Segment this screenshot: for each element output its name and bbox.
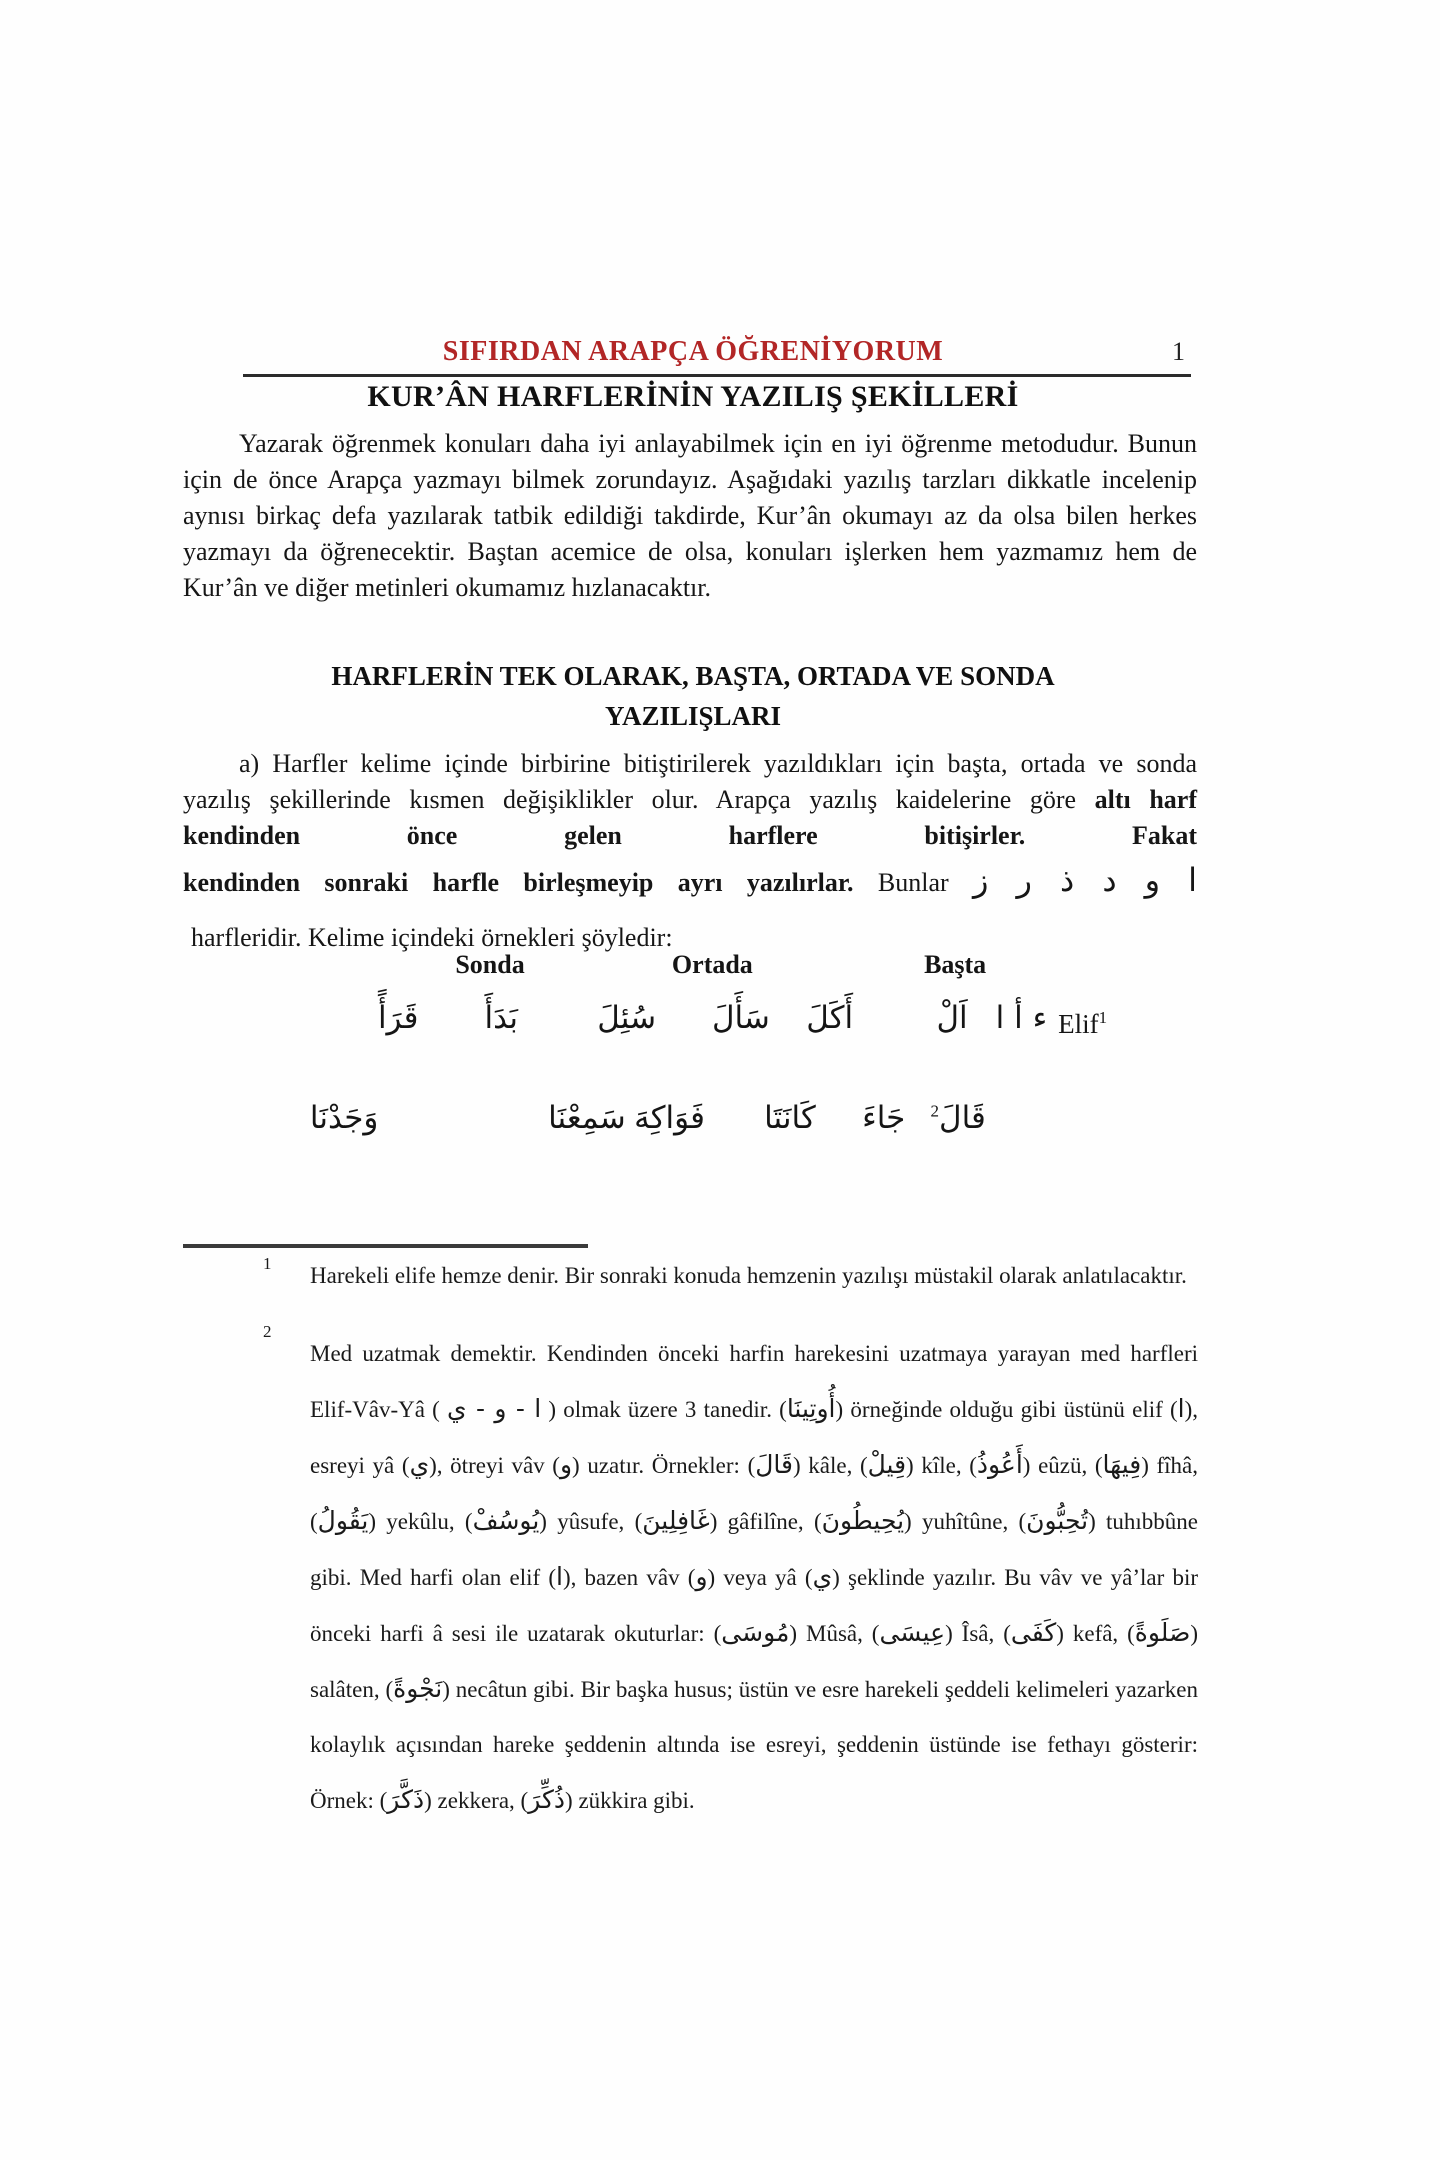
text-segment: ) Îsâ, (	[945, 1621, 1011, 1646]
arabic-text: ا و د ذ ر ز	[973, 861, 1198, 899]
text-segment: ) şeklinde yazılır. Bu vâv ve yâ’lar bir önceki harfi â sesi ile uzatarak okuturlar: (	[310, 1565, 1199, 1646]
arabic-example-word	[634, 1100, 705, 1136]
arabic-example-word	[597, 1000, 656, 1036]
arabic-text: غَافِلِينَ	[642, 1506, 710, 1535]
page-number: 1	[1172, 337, 1185, 366]
header-rule	[243, 374, 1191, 377]
section-heading	[183, 656, 1203, 736]
arabic-text: تُحِبُّونَ	[1026, 1506, 1089, 1535]
text-segment: ), ötreyi vâv (	[429, 1453, 560, 1478]
text-segment: ) uzatır. Örnekler: (	[572, 1453, 756, 1478]
footnote-2	[183, 1322, 1199, 1828]
arabic-text: ي	[812, 1562, 833, 1591]
footnote-2-marker: 2	[263, 1322, 272, 1341]
arabic-text: كَفَى	[1010, 1618, 1057, 1647]
column-header-basta: Başta	[924, 950, 987, 979]
word-text: وَجَدْنَا	[309, 1100, 379, 1136]
section-heading-line2: YAZILIŞLARI	[604, 701, 782, 731]
running-header	[183, 336, 1203, 372]
text-segment: ) salâten, (	[310, 1621, 1198, 1702]
arabic-text: عِيسَى	[879, 1618, 946, 1647]
text-segment: ), bazen vâv (	[562, 1565, 696, 1590]
running-header-title: SIFIRDAN ARAPÇA ÖĞRENİYORUM	[442, 336, 944, 367]
arabic-example-word	[310, 1100, 378, 1136]
arabic-text: ي	[409, 1450, 430, 1479]
page-content	[183, 0, 1203, 2160]
word-text: قَرَأً	[377, 1000, 419, 1036]
arabic-text: ذُكِّرَ	[528, 1785, 566, 1814]
arabic-text: و	[695, 1562, 708, 1591]
word-text: فَوَاكِهَ	[634, 1100, 705, 1136]
text-segment: ) Mûsâ, (	[789, 1621, 880, 1646]
word-text: جَاءَ	[862, 1100, 906, 1136]
arabic-example-word	[712, 1000, 770, 1036]
word-text: سَمِعْنَا	[548, 1100, 626, 1136]
text-segment: ) kîle, (	[906, 1453, 977, 1478]
column-header-sonda: Sonda	[455, 950, 525, 979]
text-segment: ) tuhıbbûne gibi. Med harfi olan elif (	[310, 1509, 1199, 1590]
arabic-example-word	[378, 1000, 419, 1036]
document-title: KUR’ÂN HARFLERİNİN YAZILIŞ ŞEKİLLERİ	[367, 380, 1019, 413]
arabic-text: أَعُوذُ	[976, 1450, 1023, 1479]
word-text: سَأَلَ	[711, 1000, 770, 1036]
text-segment: ) fîhâ, (	[310, 1453, 1198, 1534]
arabic-example-word	[484, 1000, 518, 1036]
text-segment: Med uzatmak demektir. Kendinden önceki harfin harekesini uzatmaya yarayan med harfleri Elif-Vâv-Yâ (	[310, 1341, 1198, 1422]
text-segment: ) eûzü, (	[1022, 1453, 1103, 1478]
text-segment: ) olmak üzere 3 tanedir. (	[541, 1397, 787, 1422]
word-text: قَالَ	[939, 1100, 986, 1136]
word-text: كَانَتَا	[764, 1100, 816, 1136]
footnote-separator-rule	[183, 1244, 588, 1248]
arabic-text: ا	[1177, 1394, 1185, 1423]
footnote-1	[183, 1254, 1197, 1294]
paragraph-a-part3: harfleridir. Kelime içindeki örnekleri şöyledir:	[191, 923, 673, 952]
text-segment: ) yûsufe, (	[539, 1509, 643, 1534]
word-text: بَدَأَ	[484, 1000, 518, 1036]
text-segment: ) yekûlu, (	[368, 1509, 473, 1534]
footnote-2-text	[310, 1326, 1198, 1828]
text-segment: ) kefâ, (	[1056, 1621, 1135, 1646]
text-segment: ) zükkira gibi.	[565, 1788, 695, 1813]
arabic-text: ا - و - ي	[447, 1394, 542, 1423]
arabic-text: و	[559, 1450, 573, 1479]
text-segment: Bunlar	[853, 868, 974, 897]
arabic-text: صَلَوةً	[1134, 1618, 1191, 1647]
text-segment: kendinden sonraki harfle birleşmeyip ayrı yazılırlar.	[183, 868, 854, 897]
letter-table-header-row	[183, 950, 1203, 984]
text-segment: ) örneğinde olduğu gibi üstünü elif (	[835, 1397, 1178, 1422]
footnote-reference: 2	[930, 1101, 940, 1121]
text-segment: ) gâfilîne, (	[709, 1509, 822, 1534]
arabic-text: مُوسَى	[721, 1618, 790, 1647]
text-segment: ) kâle, (	[792, 1453, 868, 1478]
text-segment: ) veya yâ (	[707, 1565, 813, 1590]
arabic-text: ا	[556, 1562, 563, 1591]
letter-example-row-1	[183, 982, 1203, 1074]
text-segment: Harekeli elife hemze denir. Bir sonraki konuda hemzenin yazılışı müstakil olarak anlatılacaktır.	[310, 1263, 1187, 1288]
arabic-example-word	[548, 1100, 626, 1136]
text-segment: a) Harfler kelime içinde birbirine bitiştirilerek yazıldıkları için başta, ortada ve sonda yazılış şekillerinde kısmen değişiklikler olur. Arapça yazılış kaidelerine göre	[183, 749, 1197, 814]
footnote-1-text	[310, 1258, 1198, 1294]
column-header-ortada: Ortada	[671, 950, 753, 979]
text-segment: ) zekkera, (	[424, 1788, 529, 1813]
arabic-text: يُحِيطُونَ	[821, 1506, 905, 1535]
text-segment: ) yuhîtûne, (	[904, 1509, 1027, 1534]
text-segment: ), esreyi yâ (	[310, 1397, 1198, 1478]
word-text: اَلْ	[936, 1000, 968, 1036]
text-segment: altı harf kendinden önce gelen harflere bitişirler. Fakat	[183, 785, 1197, 850]
arabic-text: أُوتِينَا	[786, 1394, 836, 1423]
arabic-example-word	[806, 1000, 853, 1036]
arabic-example-word	[862, 1100, 905, 1136]
word-text: Elif	[1058, 1009, 1099, 1039]
arabic-text: فِيهَا	[1102, 1450, 1142, 1479]
arabic-example-word	[996, 1000, 1048, 1036]
arabic-text: ذَكَّرَ	[387, 1785, 425, 1814]
section-heading-line1: HARFLERİN TEK OLARAK, BAŞTA, ORTADA VE SONDA	[331, 661, 1055, 691]
arabic-example-word	[764, 1100, 816, 1136]
text-segment: ) necâtun gibi. Bir başka husus; üstün ve esre harekeli şeddeli kelimeleri yazarken kolaylık açısından hareke şeddenin altında ise esreyi, şeddenin üstünde ise fethayı gösterir: Örnek: (	[310, 1677, 1198, 1813]
intro-paragraph: Yazarak öğrenmek konuları daha iyi anlayabilmek için en iyi öğrenme metodudur. Bunun için de önce Arapça yazmayı bilmek zorundayız. Aşağıdaki yazılış tarzları dikkatle incelenip aynısı birkaç defa yazılarak tatbik edildiği takdirde, Kur’ân okumayı az da olsa bilen herkes yazmayı da öğrenecektir. Baştan acemice de olsa, konuları işlerken hem yazmamız hem de Kur’ân ve diğer metinleri okumamız hızlanacaktır.	[183, 429, 1197, 602]
arabic-text: قَالَ	[755, 1450, 793, 1479]
arabic-text: يُوسُفْ	[472, 1506, 540, 1535]
latin-label	[1058, 1008, 1107, 1040]
word-text: ء أ ا	[995, 1000, 1048, 1036]
arabic-example-word	[931, 1100, 986, 1136]
footnote-1-marker: 1	[263, 1254, 272, 1273]
paragraph-a-part2	[183, 862, 1197, 901]
word-text: أَكَلَ	[806, 1000, 854, 1036]
arabic-text: قِيلْ	[867, 1450, 907, 1479]
arabic-text: نَجْوةً	[393, 1674, 443, 1703]
word-text: سُئِلَ	[597, 1000, 657, 1036]
paragraph-a-part1	[183, 746, 1197, 854]
footnote-reference: 1	[1098, 1008, 1108, 1027]
letter-example-row-2	[183, 1082, 1203, 1174]
arabic-example-word	[937, 1000, 968, 1036]
arabic-text: يَقُولُ	[317, 1506, 369, 1535]
